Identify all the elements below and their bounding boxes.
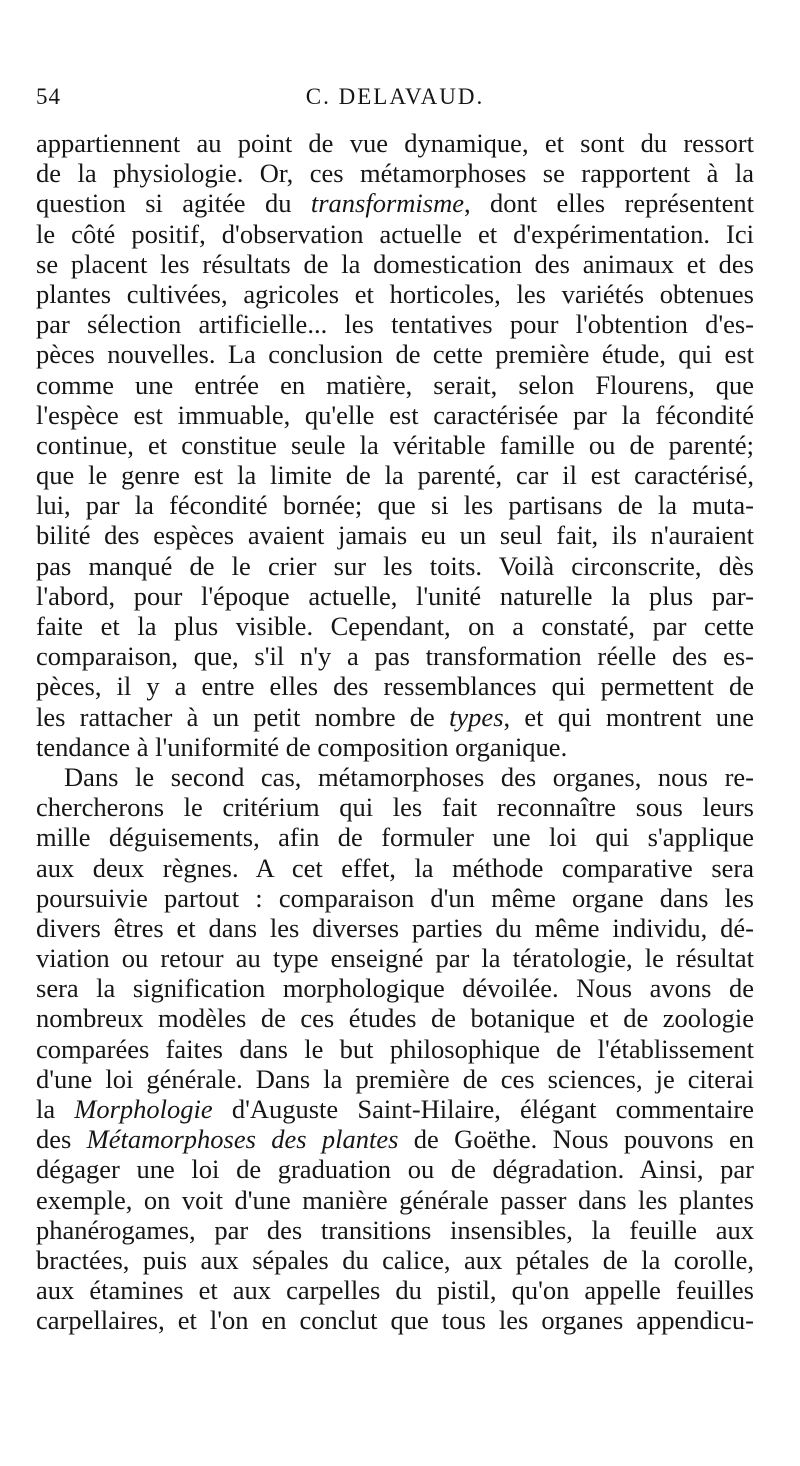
text-run: nombreux modèles de ces études de botanique et de zoologie bbox=[36, 1003, 754, 1034]
text-run: bractées, puis aux sépales du calice, aux pétales de la corolle, bbox=[36, 1244, 754, 1275]
text-run: sera la signification morphologique dévoilée. Nous avons de bbox=[36, 973, 754, 1004]
text-line bbox=[36, 732, 754, 762]
text-run: les rattacher à un petit nombre de bbox=[36, 701, 450, 732]
italic-text: Morphologie bbox=[74, 1094, 213, 1124]
text-run: aux deux règnes. A cet effet, la méthode comparative sera bbox=[36, 852, 754, 883]
text-run: se placent les résultats de la domestication des animaux et des bbox=[36, 248, 754, 279]
text-line bbox=[36, 1034, 754, 1064]
text-line bbox=[36, 641, 754, 671]
text-line bbox=[36, 1185, 754, 1215]
text-run: appartiennent au point de vue dynamique, et sont du ressort bbox=[36, 128, 754, 158]
text-run: de la physiologie. Or, ces métamorphoses se rapportent à la bbox=[36, 158, 754, 189]
text-run: pèces, il y a entre elles des ressemblances qui permettent de bbox=[36, 671, 754, 702]
text-run: phanérogames, par des transitions insensibles, la feuille aux bbox=[36, 1214, 754, 1245]
page-number: 54 bbox=[36, 84, 61, 109]
text-line bbox=[36, 973, 754, 1003]
text-line bbox=[36, 551, 754, 581]
text-run: d'une loi générale. Dans la première de ces sciences, je citerai bbox=[36, 1063, 754, 1094]
text-run: l'espèce est immuable, qu'elle est caractérisée par la fécondité bbox=[36, 399, 754, 430]
text-run: l'abord, pour l'époque actuelle, l'unité naturelle la plus par- bbox=[36, 580, 754, 611]
italic-text: Métamorphoses des plantes bbox=[86, 1124, 399, 1155]
text-run: Dans le second cas, métamorphoses des organes, nous re- bbox=[64, 761, 754, 792]
text-run: faite et la plus visible. Cependant, on a constaté, par cette bbox=[36, 611, 754, 641]
text-line bbox=[36, 1215, 754, 1245]
text-line bbox=[36, 943, 754, 973]
text-line bbox=[36, 853, 754, 883]
text-line bbox=[36, 370, 754, 400]
text-run: aux étamines et aux carpelles du pistil, qu'on appelle feuilles bbox=[36, 1275, 754, 1306]
text-line bbox=[36, 581, 754, 611]
text-run: par sélection artificielle... les tentatives pour l'obtention d'es- bbox=[36, 309, 754, 340]
text-line bbox=[36, 1154, 754, 1184]
text-run: bilité des espèces avaient jamais eu un seul fait, ils n'auraient bbox=[36, 520, 754, 551]
text-line bbox=[36, 309, 754, 339]
text-line bbox=[36, 1275, 754, 1305]
text-line bbox=[36, 611, 754, 641]
text-run: question si agitée du bbox=[36, 188, 311, 219]
text-run: des bbox=[36, 1124, 87, 1155]
text-line bbox=[36, 490, 754, 520]
text-run: d'Auguste Saint-Hilaire, élégant commentaire bbox=[212, 1094, 755, 1124]
text-run: viation ou retour au type enseigné par la tératologie, le résultat bbox=[36, 943, 754, 974]
text-run: exemple, on voit d'une manière générale passer dans les plantes bbox=[36, 1184, 754, 1215]
text-line bbox=[36, 128, 754, 158]
text-run: mille déguisements, afin de formuler une loi qui s'applique bbox=[36, 822, 754, 853]
text-line bbox=[36, 1245, 754, 1275]
text-line bbox=[36, 188, 754, 218]
text-line bbox=[36, 158, 754, 188]
text-run: , et qui montrent une bbox=[503, 701, 754, 732]
text-run: de Goëthe. Nous pouvons en bbox=[398, 1124, 755, 1155]
text-line bbox=[36, 279, 754, 309]
text-run: chercherons le critérium qui les fait reconnaître sous leurs bbox=[36, 792, 754, 823]
text-line bbox=[36, 430, 754, 460]
text-run: comparées faites dans le but philosophique de l'établissement bbox=[36, 1033, 754, 1064]
text-line bbox=[36, 1305, 754, 1335]
text-line bbox=[36, 883, 754, 913]
text-run: continue, et constitue seule la véritable famille ou de parenté; bbox=[36, 429, 754, 460]
text-run: pèces nouvelles. La conclusion de cette première étude, qui est bbox=[36, 339, 754, 370]
text-line bbox=[36, 792, 754, 822]
text-run: lui, par la fécondité bornée; que si les partisans de la muta- bbox=[36, 490, 754, 521]
italic-text: types bbox=[449, 701, 504, 732]
text-run: comme une entrée en matière, serait, selon Flourens, que bbox=[36, 369, 754, 400]
text-line bbox=[36, 1094, 754, 1124]
text-line bbox=[36, 400, 754, 430]
text-line bbox=[36, 219, 754, 249]
text-run: comparaison, que, s'il n'y a pas transformation réelle des es- bbox=[36, 641, 754, 672]
text-line bbox=[36, 1003, 754, 1033]
running-head bbox=[36, 84, 754, 114]
text-run: plantes cultivées, agricoles et horticoles, les variétés obtenues bbox=[36, 278, 754, 309]
text-run: , dont elles représentent bbox=[463, 188, 754, 219]
italic-text: transformisme bbox=[310, 188, 464, 219]
paragraph bbox=[36, 128, 754, 762]
text-line bbox=[36, 1064, 754, 1094]
text-run: tendance à l'uniformité de composition organique. bbox=[36, 731, 568, 762]
paragraph bbox=[36, 762, 754, 1336]
text-line bbox=[36, 671, 754, 701]
text-run: poursuivie partout : comparaison d'un même organe dans les bbox=[36, 882, 754, 913]
text-line bbox=[36, 762, 754, 792]
text-line bbox=[36, 913, 754, 943]
text-run: dégager une loi de graduation ou de dégradation. Ainsi, par bbox=[36, 1154, 754, 1185]
text-run: pas manqué de le crier sur les toits. Voilà circonscrite, dès bbox=[36, 550, 754, 581]
text-line bbox=[36, 249, 754, 279]
text-run: que le genre est la limite de la parenté, car il est caractérisé, bbox=[36, 460, 754, 491]
text-run: divers êtres et dans les diverses parties du même individu, dé- bbox=[36, 912, 754, 943]
text-run: le côté positif, d'observation actuelle et d'expérimentation. Ici bbox=[36, 218, 754, 249]
text-line bbox=[36, 822, 754, 852]
text-line bbox=[36, 460, 754, 490]
text-line bbox=[36, 1124, 754, 1154]
body-text bbox=[36, 128, 754, 1336]
text-line bbox=[36, 520, 754, 550]
running-title: C. DELAVAUD. bbox=[305, 84, 485, 109]
text-run: la bbox=[36, 1094, 75, 1124]
text-line bbox=[36, 339, 754, 369]
text-line bbox=[36, 702, 754, 732]
text-run: carpellaires, et l'on en conclut que tous les organes appendicu- bbox=[36, 1305, 754, 1336]
